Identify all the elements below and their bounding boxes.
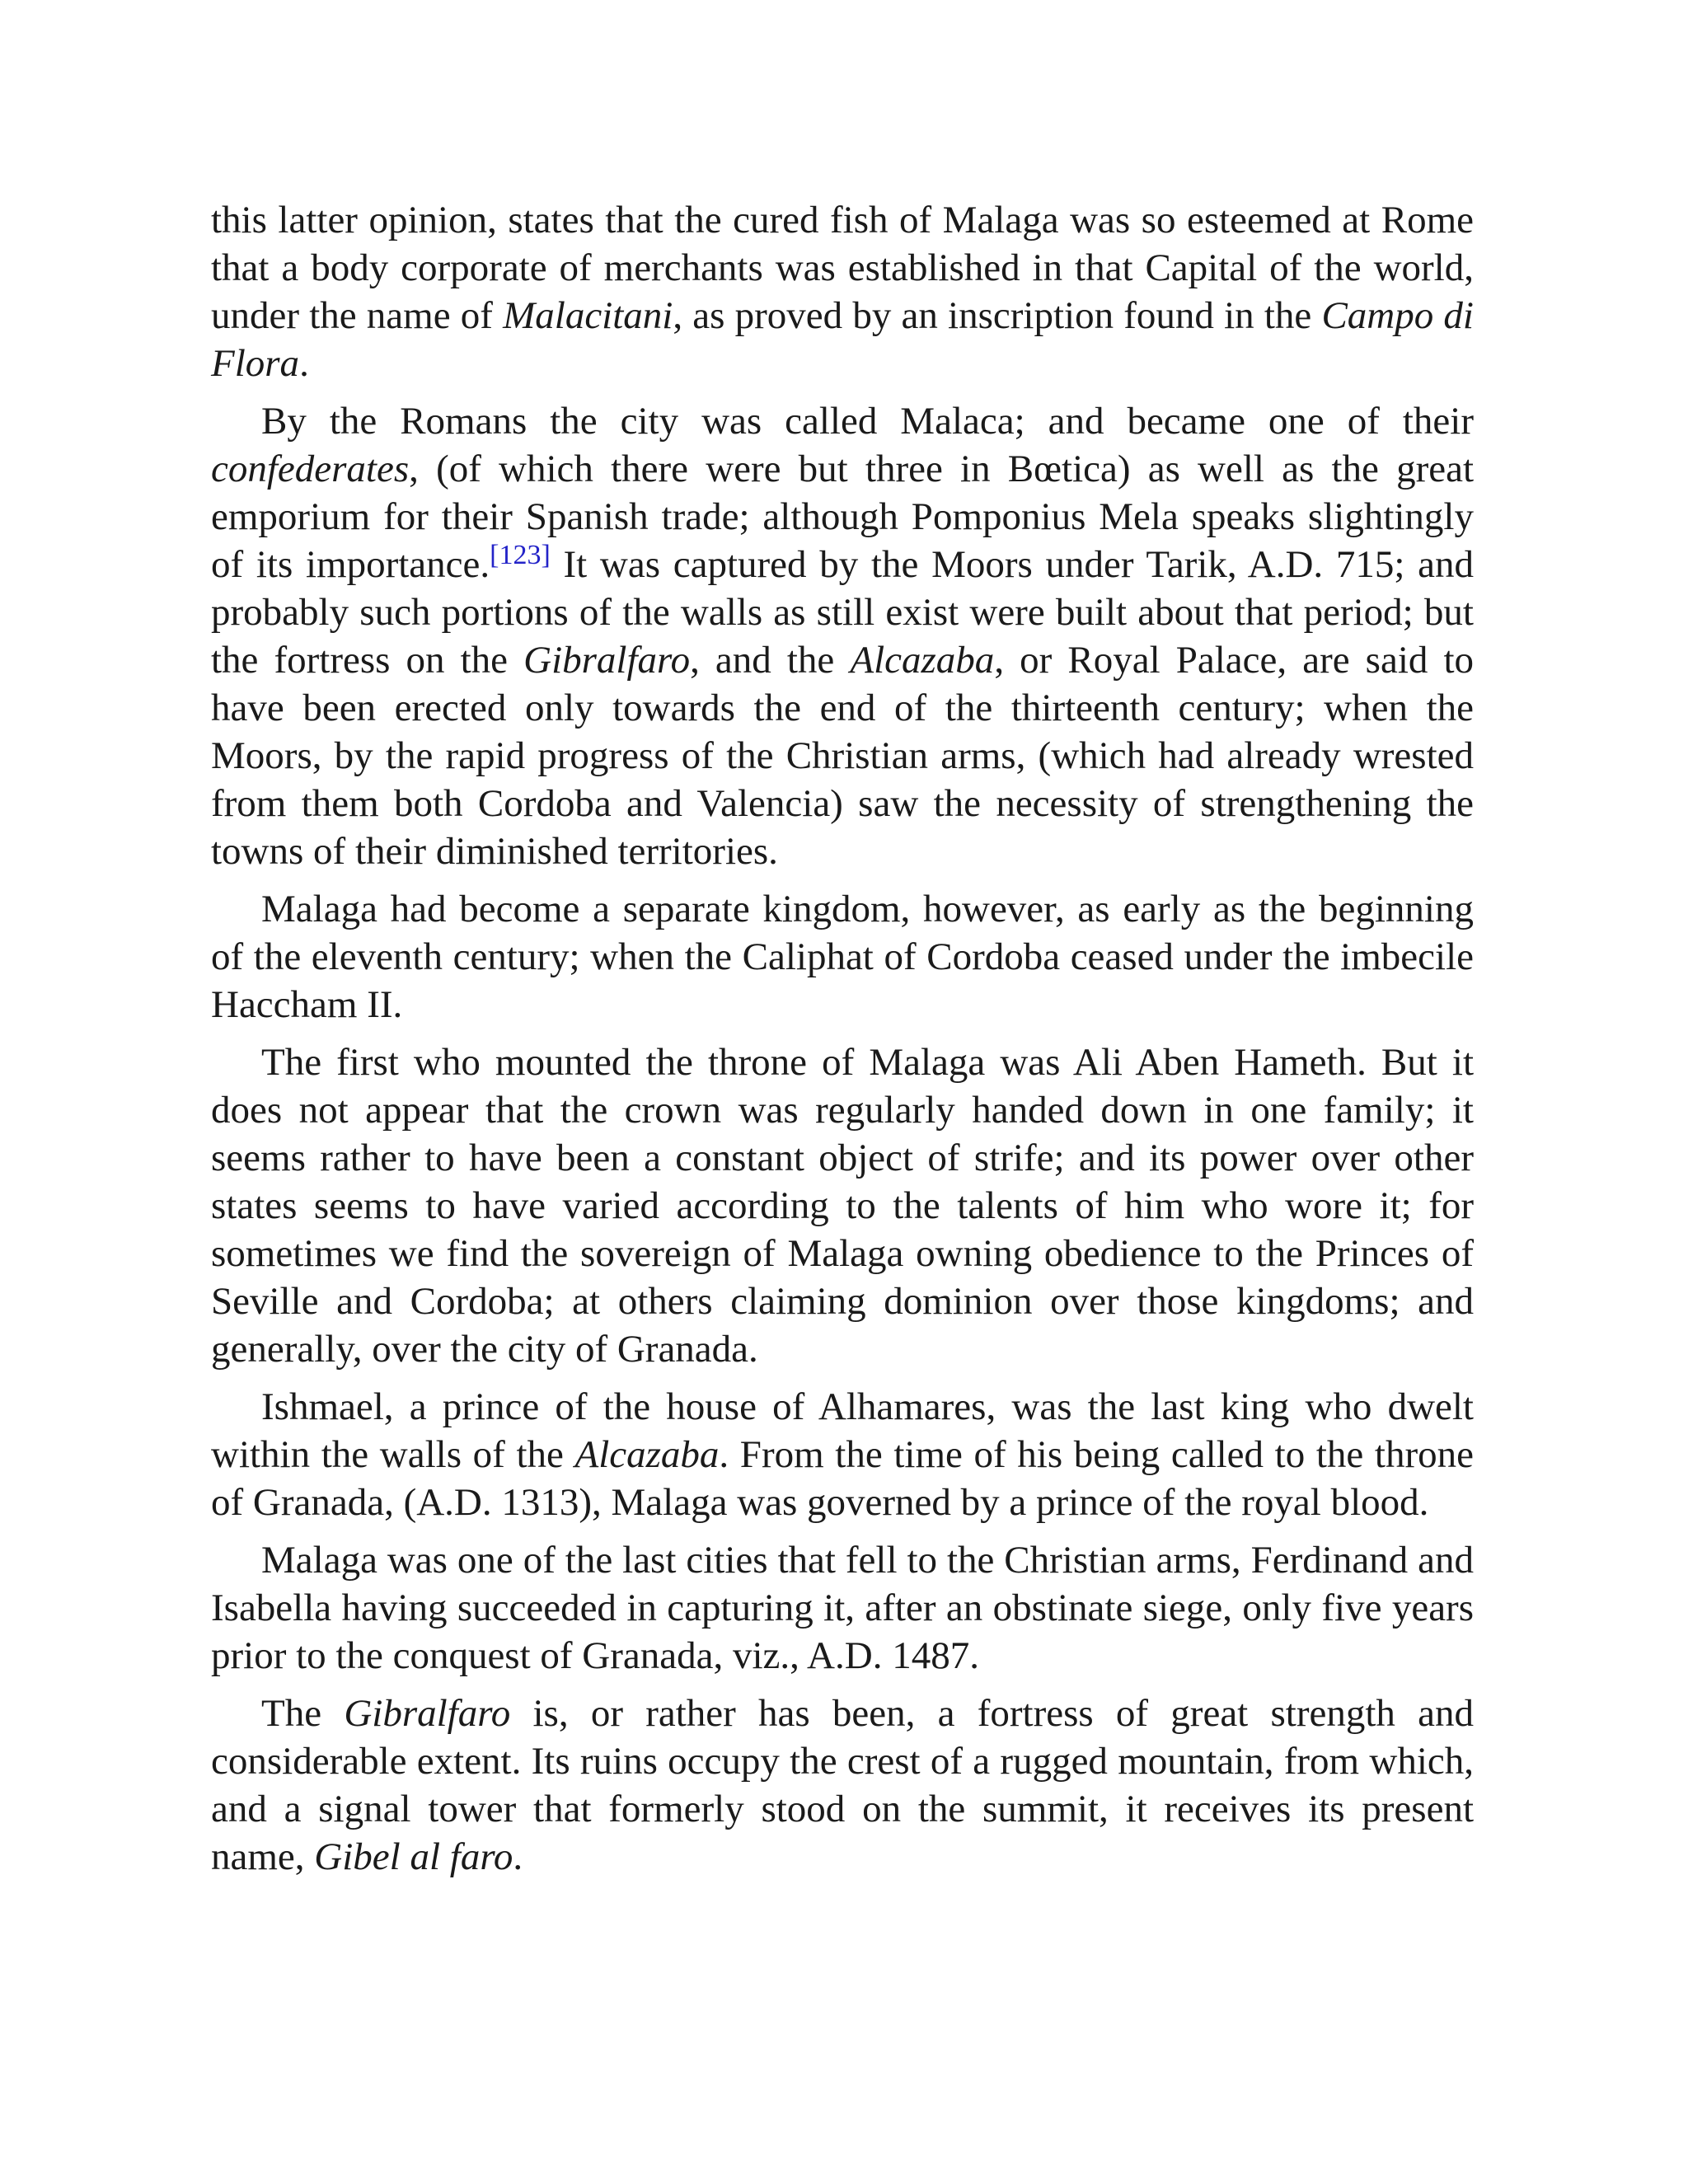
text-run: , (of which there were but three in Bœtica) as well as the great emporium for their Spanish trade; although Pomponius Mela speaks slightingly of its importance. — [211, 448, 1474, 586]
italic-term: Campo di Flora — [211, 294, 1474, 385]
paragraph — [211, 1038, 1474, 1373]
paragraph — [211, 397, 1474, 875]
text-run: Malaga was one of the last cities that fell to the Christian arms, Ferdinand and Isabella having succeeded in capturing it, after an obstinate siege, only five years prior to the conquest of Granada, viz., A.D. 1487. — [211, 1539, 1474, 1677]
italic-term: Gibralfaro — [344, 1692, 511, 1735]
text-run: . From the time of his being called to the throne of Granada, (A.D. 1313), Malaga was governed by a prince of the royal blood. — [211, 1433, 1474, 1524]
text-run: The first who mounted the throne of Malaga was Ali Aben Hameth. But it does not appear that the crown was regularly handed down in one family; it seems rather to have been a constant object of strife; and its power over other states seems to have varied according to the talents of him who wore it; for sometimes we find the sovereign of Malaga owning obedience to the Princes of Seville and Cordoba; at others claiming dominion over those kingdoms; and generally, over the city of Granada. — [211, 1041, 1474, 1371]
italic-term: confederates — [211, 448, 410, 490]
paragraph — [211, 1536, 1474, 1680]
italic-term: Gibel al faro — [314, 1835, 513, 1878]
text-run: Malaga had become a separate kingdom, however, as early as the beginning of the eleventh century; when the Caliphat of Cordoba ceased under the imbecile Haccham II. — [211, 888, 1474, 1026]
text-run: . — [513, 1835, 523, 1878]
italic-term: Gibralfaro — [523, 639, 691, 682]
text-run: , and the — [690, 639, 851, 682]
text-run: . — [299, 342, 309, 385]
italic-term: Alcazaba — [850, 639, 995, 682]
footnote-ref-link[interactable]: [123] — [490, 540, 551, 570]
paragraph — [211, 1383, 1474, 1526]
text-run: It was captured by the Moors under Tarik, A.D. 715; and probably such portions of the walls as still exist were built about that period; but the fortress on the — [211, 543, 1474, 682]
text-run: The — [261, 1692, 345, 1735]
italic-term: Alcazaba — [574, 1433, 720, 1476]
text-run: this latter opinion, states that the cured fish of Malaga was so esteemed at Rome that a body corporate of merchants was established in that Capital of the world, under the name of — [211, 199, 1474, 337]
paragraph — [211, 1690, 1474, 1881]
italic-term: Malacitani — [503, 294, 673, 337]
paragraph — [211, 196, 1474, 387]
text-run: is, or rather has been, a fortress of great strength and considerable extent. Its ruins occupy the crest of a rugged mountain, from which, and a signal tower that formerly stood on the summit, it receives its present name, — [211, 1692, 1474, 1878]
text-run: Ishmael, a prince of the house of Alhamares, was the last king who dwelt within the walls of the — [211, 1385, 1474, 1476]
text-run: By the Romans the city was called Malaca; and became one of their — [261, 400, 1474, 443]
paragraph — [211, 885, 1474, 1029]
text-run: , as proved by an inscription found in the — [673, 294, 1322, 337]
page-body — [211, 196, 1474, 1891]
text-run: , or Royal Palace, are said to have been erected only towards the end of the thirteenth century; when the Moors, by the rapid progress of the Christian arms, (which had already wrested from them both Cordoba and Valencia) saw the necessity of strengthening the towns of their diminished territories. — [211, 639, 1475, 873]
